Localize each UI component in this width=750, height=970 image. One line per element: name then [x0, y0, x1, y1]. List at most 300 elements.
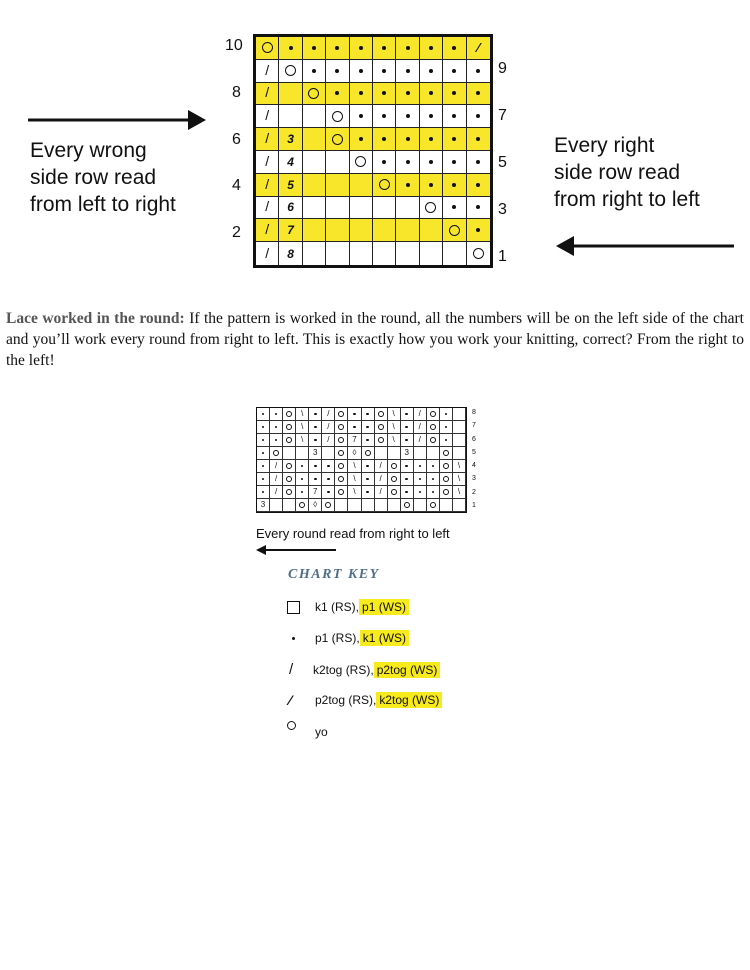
row-number: 7 — [472, 422, 476, 430]
yo-ring-icon — [449, 225, 460, 236]
dot-icon — [314, 439, 317, 442]
chart-cell — [257, 434, 270, 447]
chart-cell — [453, 460, 466, 473]
dot-icon — [314, 426, 317, 429]
dot-icon — [476, 228, 480, 232]
chart-cell — [283, 434, 296, 447]
chart-cell — [420, 219, 443, 242]
key-highlight: p1 (WS) — [359, 599, 409, 615]
yo-ring-icon — [443, 463, 449, 469]
dot-icon — [406, 137, 410, 141]
dot-icon — [476, 183, 480, 187]
dot-icon — [406, 69, 410, 73]
wrong-side-text: Every wrong side row read from left to right — [30, 139, 176, 216]
dot-icon — [405, 426, 408, 429]
chart-symbol: 3 — [260, 500, 266, 509]
chart-symbol: \ — [301, 435, 304, 444]
chart-cell — [257, 473, 270, 486]
chart-cell — [467, 219, 490, 242]
dot-icon — [452, 137, 456, 141]
dot-icon — [262, 426, 265, 429]
chart-cell — [401, 473, 414, 486]
chart-cell — [350, 151, 373, 174]
chart-cell — [326, 219, 349, 242]
dot-icon — [476, 205, 480, 209]
chart-cell — [453, 473, 466, 486]
key-highlight: p2tog (WS) — [374, 662, 441, 678]
chart-cell — [309, 473, 322, 486]
yo-ring-icon — [273, 450, 279, 456]
slash-icon: / — [265, 221, 270, 238]
chart-cell — [401, 460, 414, 473]
dot-icon — [327, 478, 330, 481]
chart-cell — [283, 408, 296, 421]
chart-symbol: \ — [392, 422, 395, 431]
chart-symbol: / — [418, 422, 421, 431]
dot-icon — [312, 69, 316, 73]
p2tog-slash-icon: ⁄ — [289, 692, 292, 708]
chart-cell — [373, 128, 396, 151]
chart-cell — [420, 197, 443, 220]
chart-cell — [443, 128, 466, 151]
dot-icon — [419, 491, 422, 494]
dot-icon — [366, 439, 369, 442]
chart-cell — [322, 421, 335, 434]
chart-cell — [256, 197, 279, 220]
chart-cell — [256, 242, 279, 265]
chart-cell — [326, 83, 349, 106]
chart-cell — [375, 460, 388, 473]
paragraph-body: If the pattern is worked in the round, all the numbers will be on the left side of the chart and you’ll work every round from right to left. This is exactly how you work your knitting, correct? From the right to the left! — [6, 310, 744, 369]
chart-cell — [373, 60, 396, 83]
chart-cell — [279, 197, 302, 220]
dot-icon — [382, 160, 386, 164]
yo-ring-icon — [299, 502, 305, 508]
chart-cell — [348, 473, 361, 486]
yo-ring-icon — [338, 476, 344, 482]
dot-icon — [301, 478, 304, 481]
dot-icon — [366, 478, 369, 481]
chart-symbol: / — [379, 474, 382, 483]
dot-icon — [327, 465, 330, 468]
key-item-p1 — [287, 630, 409, 646]
chart-cell — [401, 447, 414, 460]
chart-cell — [467, 151, 490, 174]
chart-cell — [256, 37, 279, 60]
dot-icon — [301, 491, 304, 494]
yo-ring-icon — [285, 65, 296, 76]
dot-icon — [432, 478, 435, 481]
chart-cell — [375, 447, 388, 460]
chart-cell — [257, 421, 270, 434]
chart-cell — [350, 83, 373, 106]
dot-icon — [382, 69, 386, 73]
dot-icon — [314, 478, 317, 481]
dot-icon — [353, 413, 356, 416]
chart-cell — [350, 197, 373, 220]
yo-ring-icon — [338, 424, 344, 430]
chart-cell — [396, 197, 419, 220]
slash-icon: / — [265, 84, 270, 101]
dot-icon — [366, 413, 369, 416]
right-side-text: Every right side row read from right to left — [554, 134, 700, 211]
chart-cell — [362, 434, 375, 447]
chart-cell — [270, 421, 283, 434]
dot-icon — [476, 69, 480, 73]
chart-symbol: \ — [301, 409, 304, 418]
chart-cell — [388, 499, 401, 512]
lace-in-round-paragraph — [6, 308, 744, 371]
chart-cell — [396, 128, 419, 151]
chart-cell — [335, 473, 348, 486]
chart-step-number: 7 — [287, 223, 294, 238]
yo-ring-icon — [378, 437, 384, 443]
chart-cell — [335, 421, 348, 434]
yo-ring-icon — [430, 411, 436, 417]
chart-cell — [257, 460, 270, 473]
chart-cell — [467, 128, 490, 151]
key-text: p1 (RS), — [315, 631, 360, 645]
dot-icon — [262, 439, 265, 442]
dot-icon — [359, 114, 363, 118]
chart-cell — [326, 197, 349, 220]
dot-icon — [445, 413, 448, 416]
dot-icon — [476, 114, 480, 118]
chart-cell — [309, 447, 322, 460]
dot-icon — [262, 491, 265, 494]
chart-cell — [427, 486, 440, 499]
chart-symbol: 3 — [313, 448, 318, 457]
key-highlight: k1 (WS) — [360, 630, 409, 646]
chart-cell — [256, 60, 279, 83]
chart-symbol: \ — [353, 461, 356, 470]
chart-cell — [443, 219, 466, 242]
box-icon — [287, 601, 315, 614]
chart-cell — [373, 37, 396, 60]
chart-cell — [401, 486, 414, 499]
dot-icon — [476, 137, 480, 141]
chart-cell — [309, 434, 322, 447]
dot-icon — [382, 46, 386, 50]
round-caption: Every round read from right to left — [256, 526, 450, 541]
chart-cell — [296, 408, 309, 421]
chart-cell — [256, 219, 279, 242]
dot-icon — [429, 46, 433, 50]
dot-icon — [432, 491, 435, 494]
chart-cell — [279, 60, 302, 83]
chart-cell — [270, 499, 283, 512]
arrow-right-icon — [28, 106, 208, 134]
dot-icon — [262, 452, 265, 455]
chart-cell — [414, 434, 427, 447]
chart-symbol: \ — [353, 474, 356, 483]
row-number: 5 — [472, 448, 476, 456]
dot-icon — [382, 91, 386, 95]
chart-cell — [303, 105, 326, 128]
chart-cell — [362, 447, 375, 460]
chart-cell — [270, 460, 283, 473]
chart-cell — [309, 408, 322, 421]
chart-cell — [257, 408, 270, 421]
chart-symbol: 3 — [404, 448, 409, 457]
chart-cell — [296, 460, 309, 473]
chart-cell — [350, 219, 373, 242]
chart-cell — [296, 473, 309, 486]
key-text: k2tog (RS), — [313, 662, 374, 677]
chart-cell — [401, 408, 414, 421]
dot-icon — [445, 439, 448, 442]
chart-cell — [443, 37, 466, 60]
dot-icon — [301, 465, 304, 468]
chart-symbol: / — [327, 409, 330, 418]
chart-cell — [303, 83, 326, 106]
yo-ring-icon — [338, 463, 344, 469]
yo-ring-icon — [365, 450, 371, 456]
chart-step-number: 8 — [287, 246, 294, 261]
chart-cell — [270, 447, 283, 460]
chart-cell — [388, 408, 401, 421]
chart-cell — [296, 486, 309, 499]
chart-symbol: / — [418, 435, 421, 444]
dot-icon — [429, 114, 433, 118]
chart-symbol: \ — [392, 435, 395, 444]
chart-cell — [348, 499, 361, 512]
dot-icon — [452, 160, 456, 164]
chart-cell — [256, 174, 279, 197]
chart-cell — [279, 151, 302, 174]
chart-cell — [427, 408, 440, 421]
chart-cell — [296, 434, 309, 447]
row-number: 4 — [472, 462, 476, 469]
lace-chart-round — [256, 407, 467, 513]
chart-cell — [322, 434, 335, 447]
yo-ring-icon — [286, 463, 292, 469]
dot-icon — [476, 91, 480, 95]
dot-icon — [366, 491, 369, 494]
chart-cell — [350, 60, 373, 83]
chart-cell — [375, 499, 388, 512]
chart-cell — [440, 408, 453, 421]
chart-cell — [396, 60, 419, 83]
yo-ring-icon — [287, 720, 315, 730]
chart-cell — [440, 421, 453, 434]
yo-ring-icon — [391, 489, 397, 495]
chart-cell — [443, 60, 466, 83]
chart-cell — [375, 408, 388, 421]
chart-step-number: 4 — [287, 154, 294, 169]
dot-icon — [452, 69, 456, 73]
chart-symbol: \ — [392, 409, 395, 418]
chart-cell — [375, 421, 388, 434]
chart-cell — [373, 151, 396, 174]
chart-cell — [350, 37, 373, 60]
yo-ring-icon — [443, 489, 449, 495]
yo-ring-icon — [325, 502, 331, 508]
chart-cell — [427, 434, 440, 447]
key-text: yo — [315, 725, 328, 739]
chart-cell — [401, 421, 414, 434]
slash-icon: / — [265, 244, 270, 261]
chart-cell — [467, 105, 490, 128]
chart-cell — [283, 460, 296, 473]
yo-ring-icon — [473, 248, 484, 259]
chart-cell — [309, 421, 322, 434]
row-number: 2 — [472, 488, 476, 496]
dot-icon — [419, 465, 422, 468]
yo-ring-icon — [355, 156, 366, 167]
dot-icon — [359, 46, 363, 50]
chart-cell — [256, 151, 279, 174]
slash-icon: / — [265, 130, 270, 147]
dot-icon — [429, 183, 433, 187]
chart-cell — [453, 408, 466, 421]
chart-cell — [396, 242, 419, 265]
yo-ring-icon — [332, 134, 343, 145]
dot-icon — [429, 69, 433, 73]
dot-icon — [275, 426, 278, 429]
chart-cell — [322, 499, 335, 512]
chart-cell — [467, 197, 490, 220]
dot-icon — [406, 114, 410, 118]
dot-icon — [419, 478, 422, 481]
yo-ring-icon — [391, 476, 397, 482]
chart-symbol: / — [327, 435, 330, 444]
dot-icon — [452, 46, 456, 50]
chart-cell — [467, 174, 490, 197]
key-item-k2tog — [287, 661, 440, 678]
chart-symbol: \ — [457, 474, 461, 483]
chart-cell — [414, 421, 427, 434]
dot-icon — [405, 465, 408, 468]
dot-icon — [335, 46, 339, 50]
key-item-p2tog — [287, 692, 442, 708]
dot-icon — [405, 439, 408, 442]
chart-cell — [348, 486, 361, 499]
chart-cell — [326, 242, 349, 265]
row-number: 3 — [472, 475, 476, 483]
key-highlight: k2tog (WS) — [376, 692, 442, 708]
yo-ring-icon — [430, 437, 436, 443]
dot-icon — [406, 183, 410, 187]
row-number: 10 — [225, 37, 243, 54]
dot-icon — [452, 114, 456, 118]
chart-cell — [396, 174, 419, 197]
chart-symbol: ◊ — [352, 448, 357, 457]
chart-cell — [335, 434, 348, 447]
chart-cell — [443, 197, 466, 220]
p2tog-slash-icon: ⁄ — [477, 40, 480, 56]
chart-cell — [303, 219, 326, 242]
dot-icon — [432, 465, 435, 468]
chart-symbol: / — [274, 461, 278, 470]
row-number: 4 — [232, 177, 241, 195]
dot-icon — [429, 160, 433, 164]
chart-cell — [440, 447, 453, 460]
chart-cell — [414, 447, 427, 460]
chart-cell — [256, 83, 279, 106]
dot-icon — [406, 46, 410, 50]
chart-cell — [296, 421, 309, 434]
yo-ring-icon — [262, 42, 273, 53]
chart-symbol: / — [418, 409, 421, 418]
yo-ring-icon — [308, 88, 319, 99]
chart-cell — [335, 460, 348, 473]
chart-cell — [257, 447, 270, 460]
yo-ring-icon — [286, 437, 292, 443]
chart-cell — [467, 37, 490, 60]
chart-cell — [326, 128, 349, 151]
chart-cell — [279, 105, 302, 128]
chart-cell — [440, 473, 453, 486]
slash-icon: / — [289, 661, 294, 678]
chart-cell — [420, 105, 443, 128]
chart-cell — [348, 434, 361, 447]
chart-cell — [322, 460, 335, 473]
chart-symbol: ◊ — [313, 500, 318, 509]
dot-icon — [476, 160, 480, 164]
chart-cell — [427, 473, 440, 486]
chart-cell — [443, 83, 466, 106]
dot-icon — [452, 183, 456, 187]
chart-cell — [335, 499, 348, 512]
chart-cell — [443, 151, 466, 174]
chart-cell — [303, 242, 326, 265]
dot-icon — [353, 426, 356, 429]
yo-ring-icon — [338, 411, 344, 417]
dot-icon — [429, 137, 433, 141]
dot-icon — [314, 465, 317, 468]
chart-cell — [443, 242, 466, 265]
dot-icon — [429, 91, 433, 95]
yo-ring-icon — [443, 476, 449, 482]
chart-cell — [420, 151, 443, 174]
yo-ring-icon — [425, 202, 436, 213]
chart-cell — [401, 434, 414, 447]
dot-icon — [262, 413, 265, 416]
yo-ring-icon — [443, 450, 449, 456]
chart-cell — [322, 447, 335, 460]
chart-step-number: 6 — [287, 200, 294, 215]
row-number: 7 — [498, 107, 507, 125]
chart-cell — [303, 151, 326, 174]
key-text: k1 (RS), — [315, 600, 360, 614]
chart-symbol: 7 — [352, 435, 357, 444]
chart-cell — [350, 105, 373, 128]
chart-cell — [440, 486, 453, 499]
chart-cell — [420, 128, 443, 151]
chart-cell — [283, 486, 296, 499]
chart-symbol: / — [379, 461, 382, 470]
chart-cell — [326, 37, 349, 60]
chart-cell — [270, 473, 283, 486]
chart-cell — [396, 83, 419, 106]
chart-cell — [270, 486, 283, 499]
chart-cell — [375, 486, 388, 499]
yo-ring-icon — [338, 450, 344, 456]
chart-cell — [453, 486, 466, 499]
dot-icon — [405, 491, 408, 494]
chart-cell — [296, 447, 309, 460]
chart-cell — [303, 128, 326, 151]
dot-icon — [262, 465, 265, 468]
yo-ring-icon — [379, 179, 390, 190]
dot-icon — [366, 426, 369, 429]
chart-cell — [427, 499, 440, 512]
dot-icon — [405, 478, 408, 481]
chart-cell — [350, 128, 373, 151]
chart-cell — [348, 408, 361, 421]
dot-icon — [335, 69, 339, 73]
